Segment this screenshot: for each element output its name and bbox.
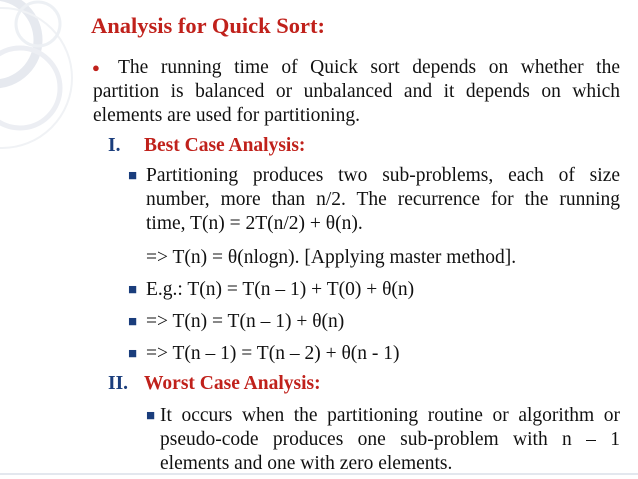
slide-title: Analysis for Quick Sort:: [91, 13, 325, 38]
square-bullet-icon: ■: [128, 346, 138, 362]
example-step-2: => T(n) = T(n – 1) + θ(n): [146, 311, 345, 332]
best-case-result: => T(n) = θ(nlogn). [Applying master method].: [146, 247, 517, 268]
filled-circle-bullet-icon: ●: [92, 60, 100, 75]
worst-case-line-2: pseudo-code produces one sub-problem with n – 1: [160, 429, 620, 450]
example-recurrence: E.g.: T(n) = T(n – 1) + T(0) + θ(n): [146, 279, 415, 300]
worst-case-line-3: elements and one with zero elements.: [160, 453, 453, 474]
best-case-line-3: time, T(n) = 2T(n/2) + θ(n).: [146, 213, 363, 234]
section-2-numeral: II.: [108, 373, 129, 394]
intro-line-3: elements are used for partitioning.: [93, 105, 360, 126]
square-bullet-icon: ■: [146, 408, 156, 424]
section-1-heading: Best Case Analysis:: [144, 135, 306, 156]
square-bullet-icon: ■: [128, 282, 138, 298]
worst-case-line-1: It occurs when the partitioning routine or algorithm or: [160, 405, 620, 426]
intro-line-2: partition is balanced or unbalanced and it depends on which: [93, 81, 620, 102]
square-bullet-icon: ■: [128, 168, 138, 184]
intro-line-1: The running time of Quick sort depends on whether the: [118, 57, 620, 78]
section-2-heading: Worst Case Analysis:: [144, 373, 321, 394]
best-case-line-1: Partitioning produces two sub-problems, each of size: [146, 165, 620, 186]
section-1-numeral: I.: [108, 135, 121, 156]
example-step-3: => T(n – 1) = T(n – 2) + θ(n - 1): [146, 343, 400, 364]
square-bullet-icon: ■: [128, 314, 138, 330]
best-case-line-2: number, more than n/2. The recurrence for the running: [146, 189, 620, 210]
